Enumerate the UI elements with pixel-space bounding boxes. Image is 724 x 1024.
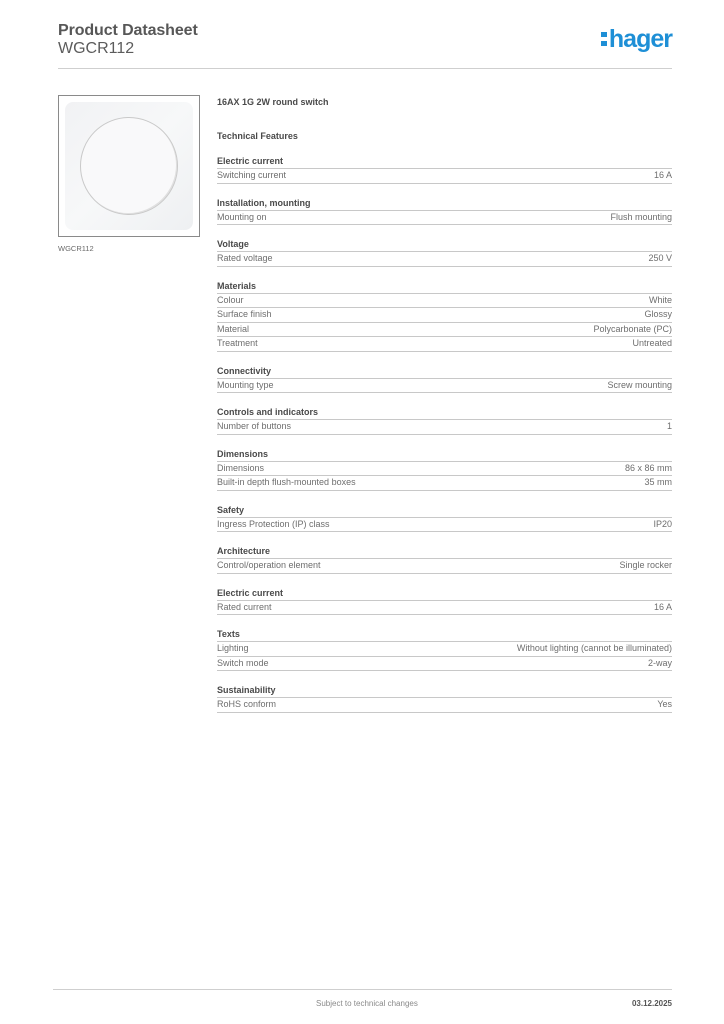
spec-value: 16 A bbox=[653, 170, 672, 180]
spec-value: Yes bbox=[657, 699, 672, 709]
spec-value: Without lighting (cannot be illuminated) bbox=[516, 643, 672, 653]
spec-label: Dimensions bbox=[217, 462, 265, 473]
section-title: Materials bbox=[217, 280, 672, 294]
spec-value: Untreated bbox=[632, 338, 672, 348]
document-title: Product Datasheet bbox=[58, 22, 198, 39]
feature-section bbox=[217, 280, 672, 352]
spec-value: Polycarbonate (PC) bbox=[593, 323, 672, 334]
spec-row bbox=[217, 601, 672, 616]
spec-label: Material bbox=[217, 323, 250, 334]
round-rocker-icon bbox=[80, 117, 178, 215]
spec-row bbox=[217, 698, 672, 713]
spec-value: 2-way bbox=[647, 657, 672, 668]
spec-row bbox=[217, 476, 672, 491]
spec-row bbox=[217, 379, 672, 394]
spec-label: Rated current bbox=[217, 601, 272, 612]
spec-value: IP20 bbox=[653, 518, 672, 529]
spec-label: Rated voltage bbox=[217, 253, 273, 263]
spec-row bbox=[217, 323, 672, 338]
spec-row bbox=[217, 294, 672, 309]
feature-section bbox=[217, 155, 672, 184]
spec-label: Switching current bbox=[217, 170, 287, 180]
feature-section bbox=[217, 504, 672, 533]
section-title: Electric current bbox=[217, 155, 672, 169]
spec-label: Ingress Protection (IP) class bbox=[217, 518, 330, 529]
spec-value: Glossy bbox=[644, 309, 672, 319]
section-title: Connectivity bbox=[217, 365, 672, 379]
spec-row bbox=[217, 211, 672, 226]
section-title: Safety bbox=[217, 504, 672, 518]
spec-value: Flush mounting bbox=[610, 211, 672, 222]
footer-note: Subject to technical changes bbox=[316, 999, 418, 1008]
feature-sections bbox=[217, 155, 672, 713]
spec-value: 1 bbox=[666, 421, 672, 431]
spec-label: RoHS conform bbox=[217, 699, 277, 709]
spec-label: Lighting bbox=[217, 643, 249, 653]
spec-label: Surface finish bbox=[217, 309, 272, 319]
product-image bbox=[58, 95, 200, 237]
spec-value: 35 mm bbox=[644, 477, 672, 487]
hager-logo bbox=[601, 27, 672, 52]
spec-row bbox=[217, 657, 672, 672]
spec-label: Mounting type bbox=[217, 379, 274, 390]
section-title: Texts bbox=[217, 628, 672, 642]
spec-value: 16 A bbox=[653, 601, 672, 612]
feature-section bbox=[217, 238, 672, 267]
spec-value: 250 V bbox=[648, 253, 672, 263]
section-title: Electric current bbox=[217, 587, 672, 601]
spec-row bbox=[217, 559, 672, 574]
section-title: Architecture bbox=[217, 545, 672, 559]
spec-value: Single rocker bbox=[619, 560, 672, 570]
page-footer bbox=[53, 989, 672, 1008]
section-title: Dimensions bbox=[217, 448, 672, 462]
product-image-caption: WGCR112 bbox=[58, 244, 94, 253]
page-header bbox=[58, 20, 672, 69]
feature-section bbox=[217, 545, 672, 574]
spec-value: Screw mounting bbox=[607, 379, 672, 390]
spec-value: 86 x 86 mm bbox=[624, 462, 672, 473]
feature-section bbox=[217, 448, 672, 491]
spec-label: Mounting on bbox=[217, 211, 267, 222]
feature-section bbox=[217, 628, 672, 671]
product-code: WGCR112 bbox=[58, 40, 135, 57]
spec-label: Colour bbox=[217, 294, 244, 305]
feature-section bbox=[217, 684, 672, 713]
section-title: Sustainability bbox=[217, 684, 672, 698]
spec-row bbox=[217, 518, 672, 533]
technical-features-heading: Technical Features bbox=[217, 131, 298, 141]
spec-row bbox=[217, 642, 672, 657]
feature-section bbox=[217, 406, 672, 435]
spec-value: White bbox=[648, 294, 672, 305]
feature-section bbox=[217, 197, 672, 226]
switch-plate bbox=[65, 102, 193, 230]
feature-section bbox=[217, 365, 672, 394]
spec-label: Treatment bbox=[217, 338, 258, 348]
spec-row bbox=[217, 252, 672, 267]
section-title: Voltage bbox=[217, 238, 672, 252]
footer-date: 03.12.2025 bbox=[631, 999, 672, 1008]
section-title: Installation, mounting bbox=[217, 197, 672, 211]
spec-row bbox=[217, 337, 672, 352]
feature-section bbox=[217, 587, 672, 616]
logo-colon-icon bbox=[601, 32, 607, 46]
section-title: Controls and indicators bbox=[217, 406, 672, 420]
spec-label: Control/operation element bbox=[217, 560, 321, 570]
spec-row bbox=[217, 420, 672, 435]
spec-row bbox=[217, 462, 672, 477]
technical-content bbox=[217, 96, 672, 713]
product-name: 16AX 1G 2W round switch bbox=[217, 97, 329, 107]
spec-label: Built-in depth flush-mounted boxes bbox=[217, 477, 356, 487]
spec-label: Number of buttons bbox=[217, 421, 292, 431]
spec-row bbox=[217, 169, 672, 184]
logo-text: hager bbox=[608, 25, 672, 53]
spec-label: Switch mode bbox=[217, 657, 269, 668]
spec-row bbox=[217, 308, 672, 323]
